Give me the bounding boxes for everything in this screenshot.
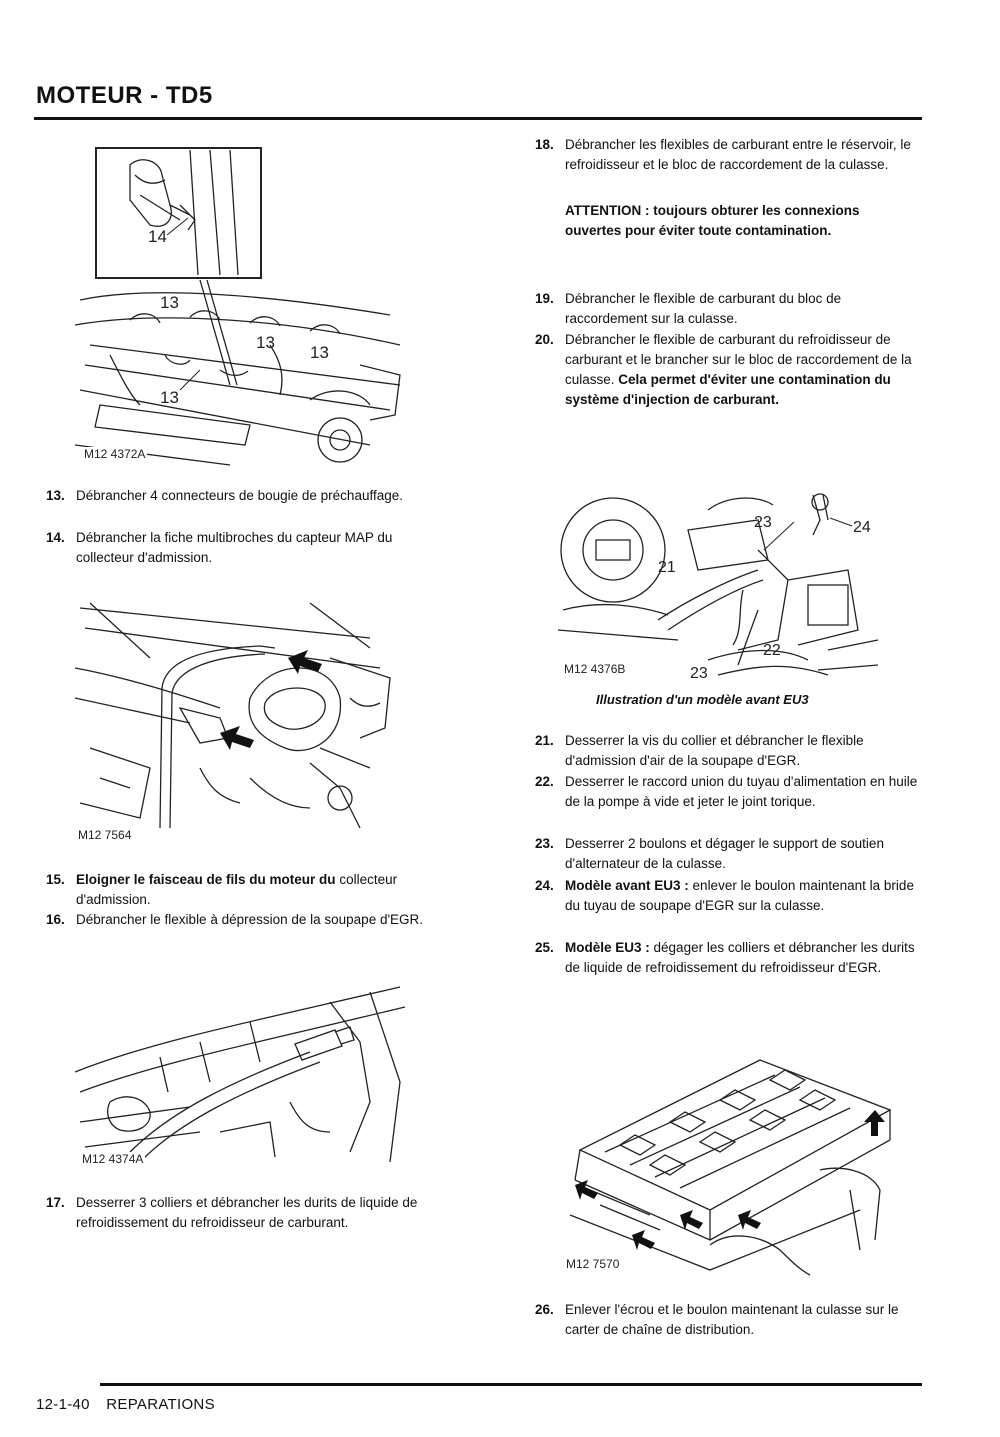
figure-code: M12 4374A <box>82 1152 144 1166</box>
figure-caption: Illustration d'un modèle avant EU3 <box>596 692 809 707</box>
callout-24: 24 <box>853 519 871 536</box>
figure-harness <box>70 598 400 848</box>
step-23: 23. Desserrer 2 boulons et dégager le support de soutien d'alternateur de la culasse. <box>535 836 884 871</box>
step-15: 15. Eloigner le faisceau de fils du moteur du collecteur d'admission. <box>46 872 398 907</box>
page-footer <box>36 1396 227 1413</box>
step-22: 22. Desserrer le raccord union du tuyau d'alimentation en huile de la pompe à vide et jeter le joint torique. <box>535 774 918 809</box>
callout-13d: 13 <box>160 388 179 407</box>
figure-code: M12 7570 <box>566 1257 620 1271</box>
figure-code: M12 4376B <box>564 662 626 676</box>
figure-code: M12 4372A <box>84 447 146 461</box>
step-16: 16. Débrancher le flexible à dépression de la soupape d'EGR. <box>46 912 424 927</box>
callout-23a: 23 <box>754 514 772 531</box>
figure-code: M12 7564 <box>78 828 132 842</box>
step-13: 13. Débrancher 4 connecteurs de bougie de préchauffage. <box>46 488 403 503</box>
step-20: 20. Débrancher le flexible de carburant du refroidisseur de carburant et le brancher sur le bloc de raccordement de la culasse. Cela permet d'éviter une contamination du système d'injection de carburant. <box>535 332 912 407</box>
step-26: 26. Enlever l'écrou et le boulon maintenant la culasse sur le carter de chaîne de distribution. <box>535 1302 899 1337</box>
callout-14: 14 <box>148 227 167 246</box>
header-divider <box>34 117 922 120</box>
section-name: REPARATIONS <box>106 1396 215 1413</box>
step-14: 14. Débrancher la fiche multibroches du capteur MAP du collecteur d'admission. <box>46 530 393 565</box>
step-24: 24. Modèle avant EU3 : enlever le boulon maintenant la bride du tuyau de soupape d'EGR sur la culasse. <box>535 878 914 913</box>
figure-egr-alternator <box>558 490 883 685</box>
warning-note: ATTENTION : toujours obturer les connexions ouvertes pour éviter toute contamination. <box>565 203 860 238</box>
callout-21: 21 <box>658 559 676 576</box>
footer-divider <box>100 1383 922 1386</box>
engine-illustration-1 <box>70 145 410 470</box>
callout-13a: 13 <box>160 293 179 312</box>
figure-glow-plugs <box>70 145 410 470</box>
callout-22: 22 <box>763 642 781 659</box>
page-number: 12-1-40 <box>36 1396 90 1413</box>
engine-illustration-5 <box>560 1040 900 1280</box>
figure-cooler-hoses <box>70 982 410 1172</box>
page-title: MOTEUR - TD5 <box>36 82 213 109</box>
callout-13c: 13 <box>310 343 329 362</box>
engine-illustration-4 <box>558 490 883 685</box>
step-18: 18. Débrancher les flexibles de carburant entre le réservoir, le refroidisseur et le bloc de raccordement de la culasse. <box>535 137 911 172</box>
callout-23b: 23 <box>690 665 708 682</box>
step-19: 19. Débrancher le flexible de carburant du bloc de raccordement sur la culasse. <box>535 291 842 326</box>
engine-illustration-2 <box>70 598 400 848</box>
engine-illustration-3 <box>70 982 410 1172</box>
step-21: 21. Desserrer la vis du collier et débrancher le flexible d'admission d'air de la soupape d'EGR. <box>535 733 864 768</box>
step-17: 17. Desserrer 3 colliers et débrancher les durits de liquide de refroidissement du refroidisseur de carburant. <box>46 1195 418 1230</box>
callout-13b: 13 <box>256 333 275 352</box>
step-25: 25. Modèle EU3 : dégager les colliers et débrancher les durits de liquide de refroidissement du refroidisseur d'EGR. <box>535 940 915 975</box>
figure-cylinder-head <box>560 1040 900 1280</box>
